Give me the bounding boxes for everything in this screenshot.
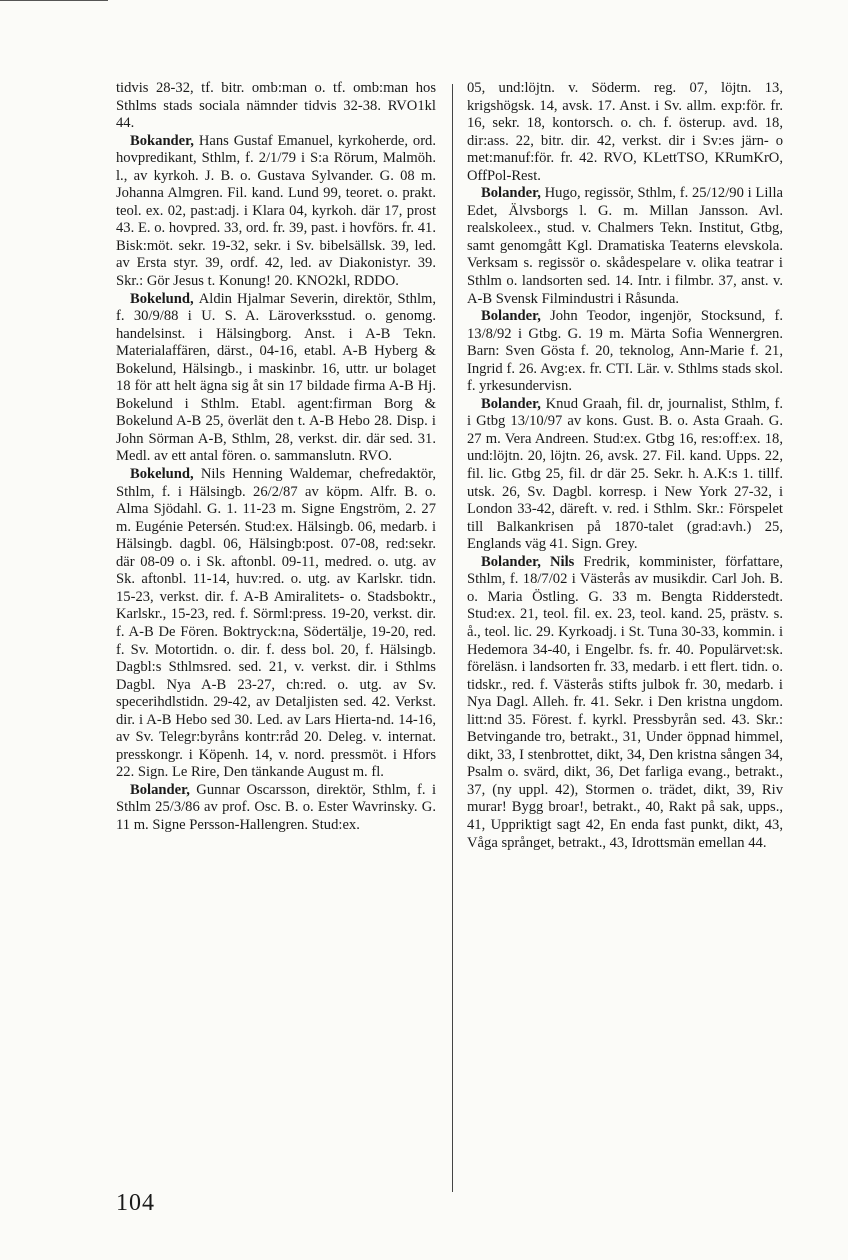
entry-text: Gunnar Oscarsson, direktör, Sthlm, f. i Sthlm 25/3/86 av prof. Osc. B. o. Ester Wavrinsky. G. 11 m. Signe Persson-Hallengren. Stud:ex. xyxy=(116,781,436,833)
entry-name: Bolander, xyxy=(481,185,545,202)
entry-text: Nils Henning Waldemar, chefredaktör, Sthlm, f. i Hälsingb. 26/2/87 av köpm. Alfr. B. o. Alma Sjödahl. G. 1. 11-23 m. Signe Engström, 2. 27 m. Eugénie Petersén. Stud:ex. Hälsingb. 06, medarb. i Hälsingb. dagbl. 06, Hälsingb:post. 07-08, red:sekr. där 08-09 o. i Sk. aftonbl. 09-11, medred. o. utg. av Sk. aftonbl. 11-14, huv:red. o. utg. av Karlskr. tidn. 15-23, verkst. dir. f. A-B Amiralitets- o. Stadsboktr., Karlskr., 15-23, red. f. Sörml:press. 19-20, verkst. dir. f. A-B De Fören. Boktryck:na, Södertälje, 19-20, red. f. Sv. Motortidn. o. dir. f. dess bol. 20, f. Hälsingb. Dagbl:s Sthlmsred. sed. 21, v. verkst. dir. i Sthlms Dagbl. Nya A-B 23-27, ch:red. o. utg. av Sv. specerihdlstidn. 29-42, av Detaljisten sed. 42. Verkst. dir. i A-B Hebo sed 30. Led. av Lars Hierta-nd. 14-16, av Sv. Telegr:byråns kontr:råd 20. Deleg. v. internat. presskongr. i Köpenh. 14, v. nord. pressmöt. i Hfors 22. Sign. Le Rire, Den tänkande August m. fl. xyxy=(116,466,436,781)
entry-text: Fredrik, komminister, författare, Sthlm, f. 18/7/02 i Västerås av musikdir. Carl Joh. B. o. Maria Östling. G. 33 m. Bengta Ridderstedt. Stud:ex. 21, teol. fil. ex. 23, teol. kand. 25, prästv. s. å., teol. lic. 29. Kyrkoadj. i St. Tuna 30-33, kommin. i Hedemora 34-40, i Engelbr. fs. fr. 40. Populärvet:sk. föreläsn. i landsorten fr. 33, medarb. i ett flert. tidn. o. tidskr., red. f. Västerås stifts julbok fr. 30, medarb. i Nya Dagl. Alleh. fr. 41. Sekr. i Den kristna ungdom. litt:nd 35. Förest. f. kyrkl. Pressbyrån sed. 43. Skr.: Betvingande tro, betrakt., 31, Under öppnad himmel, dikt, 33, I stenbrottet, dikt, 34, Den kristna sången 34, Psalm o. svärd, dikt, 36, Det farliga evang., betrakt., 37, (ny uppl. 42), Stormen o. trädet, dikt, 39, Riv murar! Bygg broar!, betrakt., 40, Rakt på sak, upps., 41, Uppriktigt sagt 42, En enda fast punkt, dikt, 43, Våga språnget, betrakt., 43, Idrottsmän emellan 44. xyxy=(467,553,783,851)
entry-continuation-left xyxy=(116,80,436,133)
entry-bokander-hans xyxy=(116,133,436,291)
entry-name: Bokelund, xyxy=(130,466,201,483)
entry-name: Bolander, xyxy=(481,308,551,325)
entry-text: Aldin Hjalmar Severin, direktör, Sthlm, f. 30/9/88 i U. S. A. Läroverksstud. o. genomg. handelsinst. i Hälsingborg. Anst. i A-B Tekn. Materialaffären, därst., 04-16, etabl. A-B Hyberg & Bokelund, Hälsingb., i maskinbr. 16, uttr. ur bolaget 18 för att helt ägna sig åt sin 17 bildade firma A-B Hj. Bokelund i Sthlm. Etabl. agent:firman Borg & Bokelund A-B 25, överlät den t. A-B Hebo 28. Disp. i John Sörman A-B, Sthlm, 28, verkst. dir. där sed. 31. Medl. av ett antal fören. o. sammanslutn. RVO. xyxy=(116,290,436,465)
page-number: 104 xyxy=(116,1190,155,1216)
entry-name: Bolander, xyxy=(481,395,546,412)
entry-bolander-knud xyxy=(467,396,783,554)
entry-text: John Teodor, ingenjör, Stocksund, f. 13/8/92 i Gtbg. G. 19 m. Märta Sofia Wennergren. Barn: Sven Gösta f. 20, teknolog, Ann-Marie f. 21, Ingrid f. 26. Avg:ex. fr. CTI. Lär. v. Sthlms stads skol. f. yrkesundervisn. xyxy=(467,308,783,395)
entry-text: tidvis 28-32, tf. bitr. omb:man o. tf. omb:man hos Sthlms stads sociala nämnder tidvis 32-38. RVO1kl 44. xyxy=(116,80,436,132)
left-column xyxy=(116,80,436,835)
column-divider xyxy=(452,84,453,1192)
entry-text: Hans Gustaf Emanuel, kyrkoherde, ord. hovpredikant, Sthlm, f. 2/1/79 i S:a Rörum, Malmöh. l., av kyrkoh. J. B. o. Gustava Sylvander. G. 08 m. Johanna Almgren. Fil. kand. Lund 99, teoret. o. prakt. teol. ex. 02, past:adj. i Klara 04, kyrkoh. där 17, prost 43. E. o. hovpred. 33, ord. fr. 39, past. i hovförs. fr. 41. Bisk:möt. sekr. 19-32, sekr. i Sv. bibelsällsk. 39, led. av Ersta styr. 39, ordf. 42, led. av Diakonistyr. 39. Skr.: Gör Jesus t. Konung! 20. KNO2kl, RDDO. xyxy=(116,132,436,290)
entry-name: Bolander, xyxy=(130,781,197,798)
entry-text: Knud Graah, fil. dr, journalist, Sthlm, f. i Gtbg 13/10/97 av kons. Gust. B. o. Asta Graah. G. 27 m. Vera Andreen. Stud:ex. Gtbg 16, res:off:ex. 18, und:löjtn. 20, löjtn. 26, avsk. 27. Fil. kand. Upps. 22, fil. lic. Gtbg 25, fil. dr där 25. Sekr. h. A.K:s 1. tillf. utsk. 26, Sv. Dagbl. korresp. i New York 27-32, i London 33-42, däreft. v. red. i Sthlm. Skr.: Förspelet till Balkankrisen på 1870-talet (grad:avh.) 25, Englands väg 41. Sign. Grey. xyxy=(467,395,783,553)
right-column xyxy=(467,80,783,852)
entry-bolander-hugo xyxy=(467,185,783,308)
entry-bolander-gunnar xyxy=(116,782,436,835)
entry-bolander-nils xyxy=(467,554,783,852)
entry-name: Bolander, Nils xyxy=(481,553,584,570)
entry-continuation-right xyxy=(467,80,783,185)
entry-text: 05, und:löjtn. v. Söderm. reg. 07, löjtn. 13, krigshögsk. 14, avsk. 17. Anst. i Sv. allm. exp:för. fr. 16, sekr. 18, kontorsch. o. ch. f. österup. avd. 18, dir:ass. 22, bitr. dir. 42, verkst. dir i Sv:es järn- o met:manuf:för. fr. 42. RVO, KLettTSO, KRumKrO, OffPol-Rest. xyxy=(467,80,783,184)
entry-text: Hugo, regissör, Sthlm, f. 25/12/90 i Lilla Edet, Älvsborgs l. G. m. Millan Jansson. Avl. realskoleex., stud. v. Chalmers Tekn. Institut, Gtbg, samt genomgått Kgl. Dramatiska Teaterns elevskola. Verksam s. regissör o. skådespelare v. olika teatrar i Sthlm o. landsorten sed. 14. Intr. i filmbr. 37, anst. v. A-B Svensk Filmindustri i Råsunda. xyxy=(467,185,783,307)
entry-bokelund-nils xyxy=(116,466,436,782)
entry-name: Bokelund, xyxy=(130,290,199,307)
entry-bolander-john xyxy=(467,308,783,396)
entry-name: Bokander, xyxy=(130,132,199,149)
entry-bokelund-aldin xyxy=(116,291,436,466)
header-rule xyxy=(0,0,108,1)
